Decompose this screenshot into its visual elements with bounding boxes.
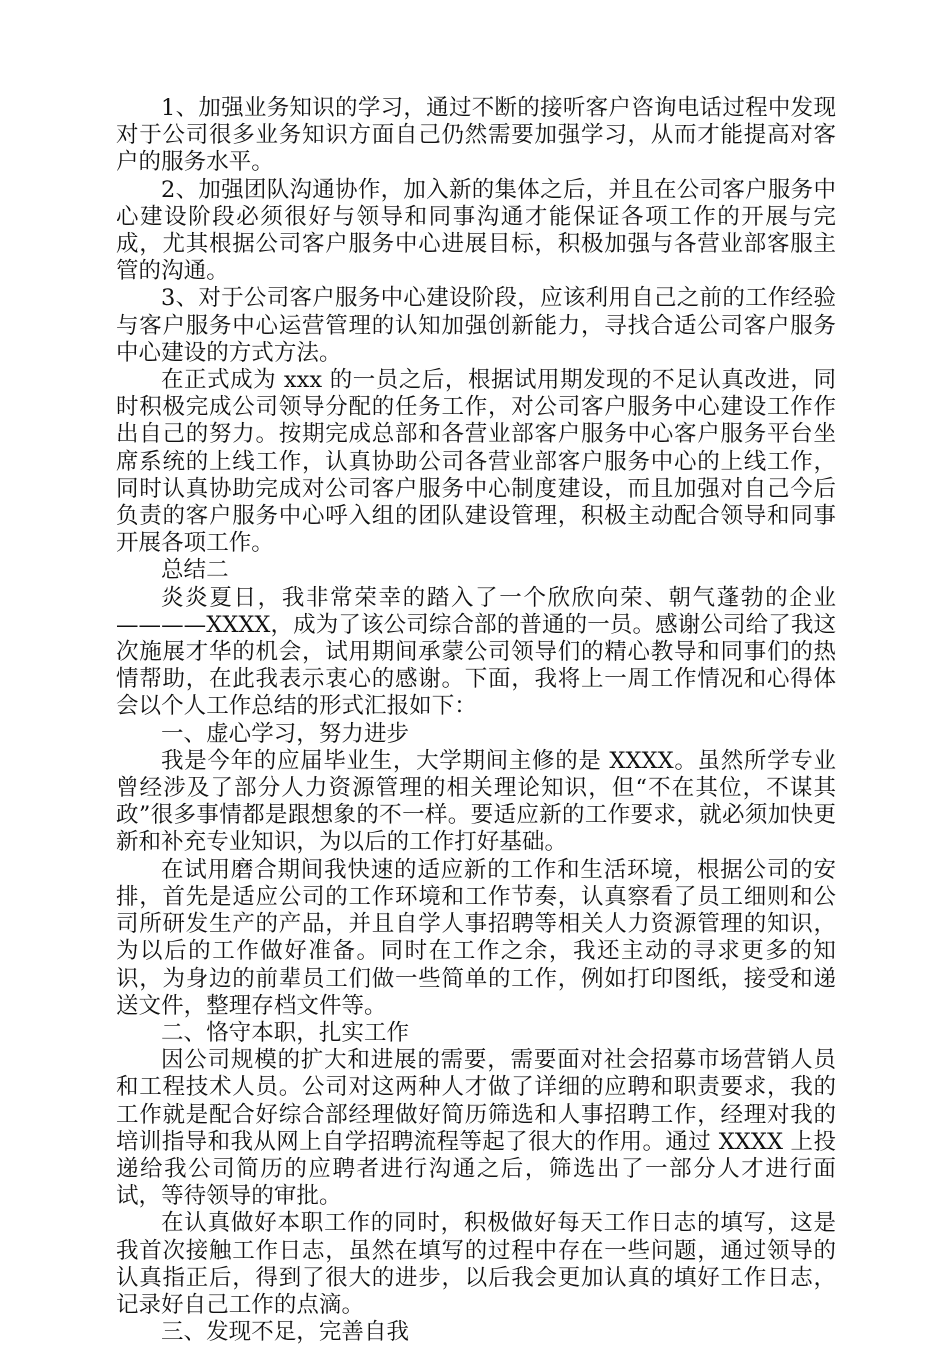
paragraph-1: 1、加强业务知识的学习，通过不断的接听客户咨询电话过程中发现对于公司很多业务知识方面自己仍然需要加强学习，从而才能提高对客户的服务水平。 [116, 95, 836, 176]
paragraph-8: 因公司规模的扩大和进展的需要，需要面对社会招募市场营销人员和工程技术人员。公司对这两种人才做了详细的应聘和职责要求，我的工作就是配合好综合部经理做好简历筛选和人事招聘工作，经理对我的培训指导和我从网上自学招聘流程等起了很大的作用。通过 XXXX 上投递给我公司简历的应聘者进行沟通之后，筛选出了一部分人才进行面试，等待领导的审批。 [116, 1047, 836, 1210]
document-page [116, 95, 836, 1346]
paragraph-9: 在认真做好本职工作的同时，积极做好每天工作日志的填写，这是我首次接触工作日志，虽然在填写的过程中存在一些问题，通过领导的认真指正后，得到了很大的进步，以后我会更加认真的填好工作日志，记录好自己工作的点滴。 [116, 1210, 836, 1318]
paragraph-4: 在正式成为 xxx 的一员之后，根据试用期发现的不足认真改进，同时积极完成公司领导分配的任务工作，对公司客户服务中心建设工作作出自己的努力。按期完成总部和各营业部客户服务中心客户服务平台坐席系统的上线工作，认真协助公司各营业部客户服务中心的上线工作，同时认真协助完成对公司客户服务中心制度建设，而且加强对自己今后负责的客户服务中心呼入组的团队建设管理，积极主动配合领导和同事开展各项工作。 [116, 367, 836, 557]
paragraph-6: 我是今年的应届毕业生，大学期间主修的是 XXXX。虽然所学专业曾经涉及了部分人力资源管理的相关理论知识，但“不在其位，不谋其政”很多事情都是跟想象的不一样。要适应新的工作要求，就必须加快更新和补充专业知识，为以后的工作打好基础。 [116, 747, 836, 856]
section-title-summary-two: 总结二 [161, 557, 229, 584]
paragraph-7: 在试用磨合期间我快速的适应新的工作和生活环境，根据公司的安排，首先是适应公司的工作环境和工作节奏，认真察看了员工细则和公司所研发生产的产品，并且自学人事招聘等相关人力资源管理的知识，为以后的工作做好准备。同时在工作之余，我还主动的寻求更多的知识，为身边的前辈员工们做一些简单的工作，例如打印图纸，接受和递送文件，整理存档文件等。 [116, 856, 836, 1019]
paragraph-3: 3、对于公司客户服务中心建设阶段，应该利用自己之前的工作经验与客户服务中心运营管理的认知加强创新能力，寻找合适公司客户服务中心建设的方式方法。 [116, 285, 836, 366]
section-heading-two: 二、恪守本职，扎实工作 [161, 1019, 410, 1046]
section-heading-one: 一、虚心学习，努力进步 [161, 720, 410, 747]
section-heading-three: 三、发现不足，完善自我 [161, 1319, 410, 1346]
paragraph-2: 2、加强团队沟通协作，加入新的集体之后，并且在公司客户服务中心建设阶段必须很好与领导和同事沟通才能保证各项工作的开展与完成，尤其根据公司客户服务中心进展目标，积极加强与各营业部客服主管的沟通。 [116, 176, 836, 285]
paragraph-5: 炎炎夏日，我非常荣幸的踏入了一个欣欣向荣、朝气蓬勃的企业————XXXX，成为了该公司综合部的普通的一员。感谢公司给了我这次施展才华的机会，试用期间承蒙公司领导们的精心教导和同事们的热情帮助，在此我表示衷心的感谢。下面，我将上一周工作情况和心得体会以个人工作总结的形式汇报如下： [116, 584, 836, 720]
